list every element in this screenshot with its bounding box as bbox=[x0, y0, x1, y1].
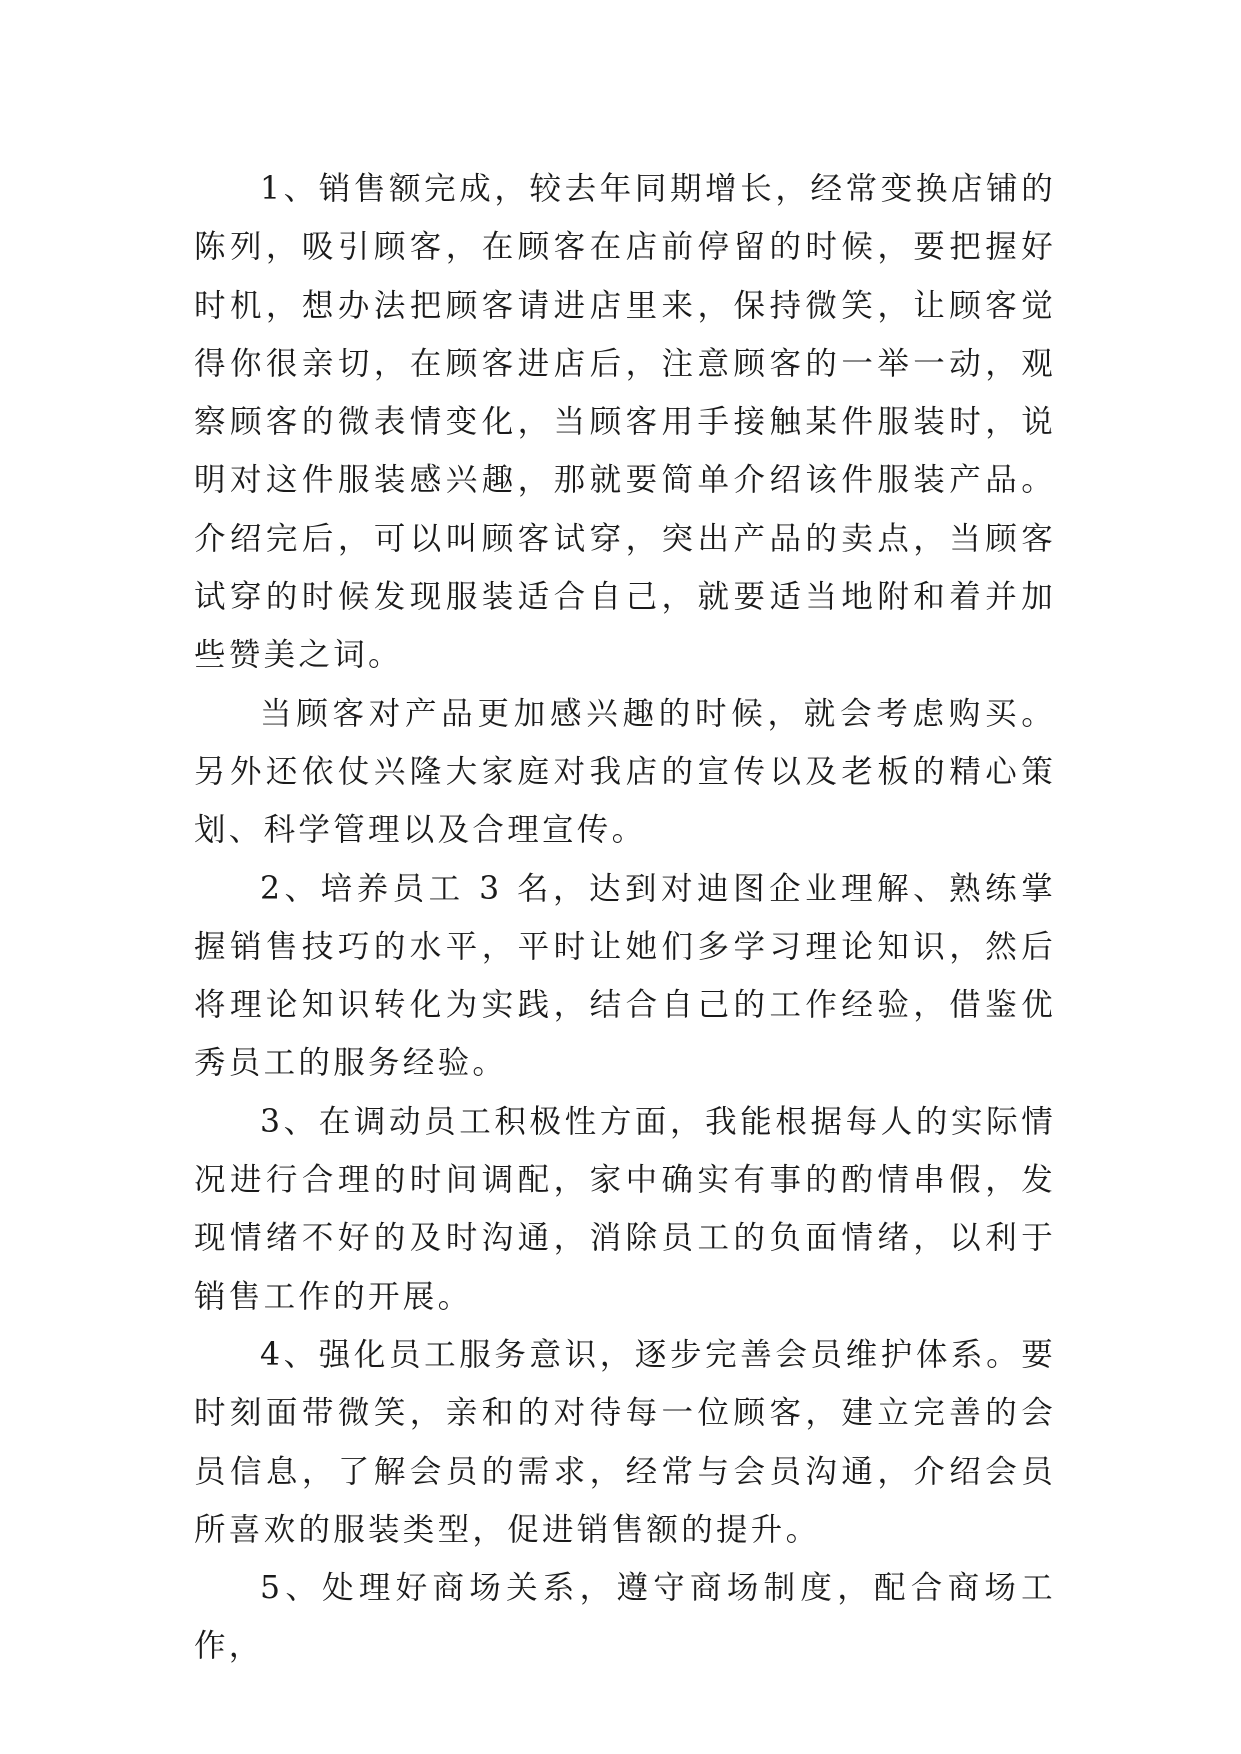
paragraph-staff-motivation-item-3: 3、在调动员工积极性方面，我能根据每人的实际情况进行合理的时间调配，家中确实有事的酌情串假，发现情绪不好的及时沟通，消除员工的负面情绪，以利于销售工作的开展。 bbox=[194, 1103, 1056, 1315]
paragraph-staff-training-item-2: 2、培养员工 3 名，达到对迪图企业理解、熟练掌握销售技巧的水平，平时让她们多学习理论知识，然后将理论知识转化为实践，结合自己的工作经验，借鉴优秀员工的服务经验。 bbox=[194, 870, 1056, 1082]
document-body bbox=[194, 160, 1056, 1676]
paragraph-sales-continued: 当顾客对产品更加感兴趣的时候，就会考虑购买。另外还依仗兴隆大家庭对我店的宣传以及老板的精心策划、科学管理以及合理宣传。 bbox=[194, 695, 1056, 849]
paragraph-service-awareness-item-4: 4、强化员工服务意识，逐步完善会员维护体系。要时刻面带微笑，亲和的对待每一位顾客，建立完善的会员信息，了解会员的需求，经常与会员沟通，介绍会员所喜欢的服装类型，促进销售额的提升。 bbox=[194, 1336, 1056, 1548]
paragraph-sales-item-1: 1、销售额完成，较去年同期增长，经常变换店铺的陈列，吸引顾客，在顾客在店前停留的时候，要把握好时机，想办法把顾客请进店里来，保持微笑，让顾客觉得你很亲切，在顾客进店后，注意顾客的一举一动，观察顾客的微表情变化，当顾客用手接触某件服装时，说明对这件服装感兴趣，那就要简单介绍该件服装产品。介绍完后，可以叫顾客试穿，突出产品的卖点，当顾客试穿的时候发现服装适合自己，就要适当地附和着并加些赞美之词。 bbox=[194, 171, 1056, 674]
paragraph-mall-relations-item-5: 5、处理好商场关系，遵守商场制度，配合商场工作， bbox=[194, 1570, 1056, 1665]
